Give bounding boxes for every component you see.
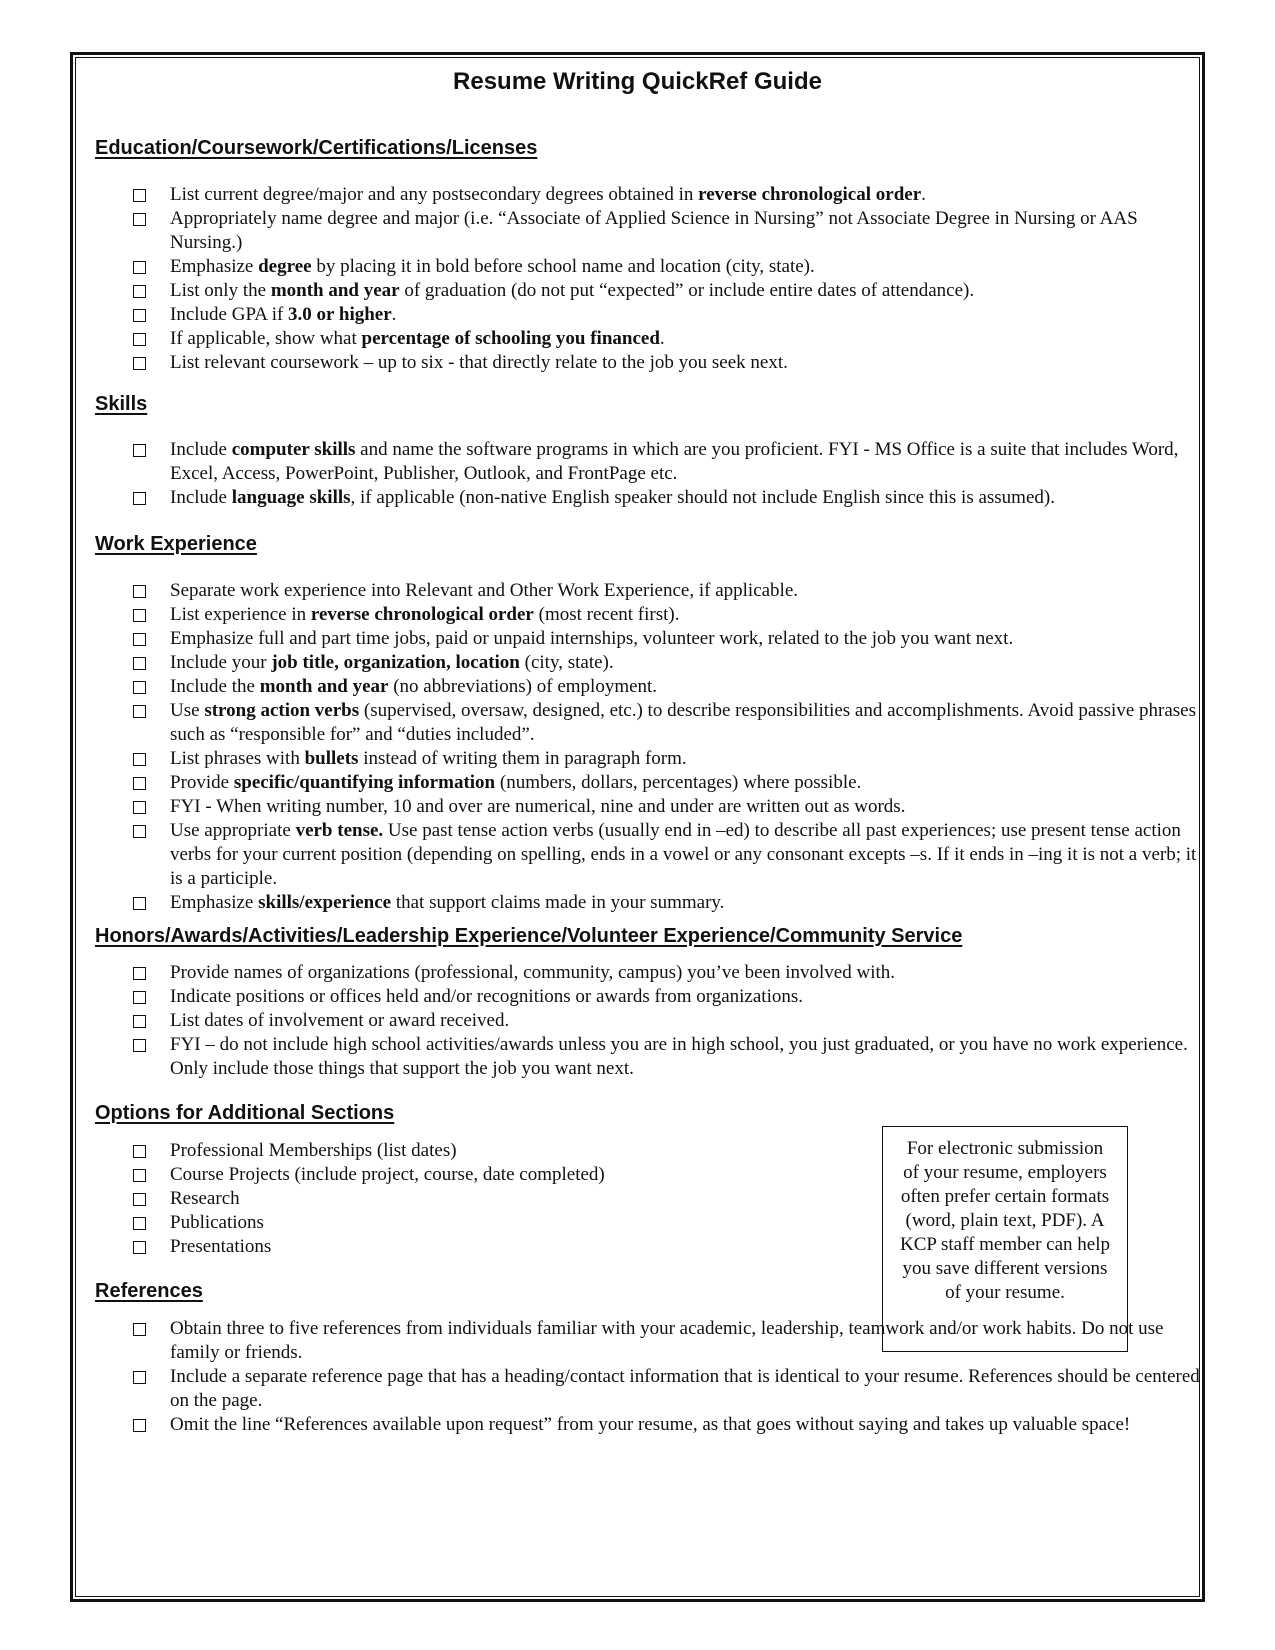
- item-text: Emphasize: [170, 892, 259, 913]
- checklist-item: [95, 303, 1200, 327]
- item-text: Include GPA if: [170, 304, 289, 325]
- item-text: (city, state).: [519, 652, 614, 673]
- education-list: [95, 183, 1200, 375]
- checkbox-icon: [133, 897, 146, 910]
- checklist-item: [95, 747, 1200, 771]
- item-text: List experience in: [170, 604, 311, 625]
- checkbox-icon: [133, 657, 146, 670]
- checklist-item: [95, 1187, 795, 1211]
- checklist-item: [95, 255, 1200, 279]
- checkbox-icon: [133, 991, 146, 1004]
- item-text: Obtain three to five references from individuals familiar with your academic, leadership, teamwork and/or work habits. Do not use family or friends.: [170, 1318, 1164, 1363]
- checkbox-icon: [133, 801, 146, 814]
- bold-text: 3.0 or higher: [288, 304, 392, 325]
- checkbox-icon: [133, 585, 146, 598]
- item-text: FYI - When writing number, 10 and over are numerical, nine and under are written out as words.: [170, 796, 906, 817]
- checkbox-icon: [133, 333, 146, 346]
- checkbox-icon: [133, 825, 146, 838]
- checklist-item: [95, 771, 1200, 795]
- checkbox-icon: [133, 492, 146, 505]
- checkbox-icon: [133, 1039, 146, 1052]
- item-text: Appropriately name degree and major (i.e. “Associate of Applied Science in Nursing” not Associate Degree in Nursing or AAS Nursing.): [170, 208, 1138, 253]
- item-text: (numbers, dollars, percentages) where possible.: [495, 772, 862, 793]
- checklist-item: [95, 795, 1200, 819]
- checkbox-icon: [133, 753, 146, 766]
- item-text: Provide: [170, 772, 234, 793]
- bold-text: month and year: [259, 676, 389, 697]
- checkbox-icon: [133, 1169, 146, 1182]
- item-text: Use: [170, 700, 205, 721]
- item-text: List only the: [170, 280, 271, 301]
- checklist-item: [95, 207, 1200, 255]
- item-text: Publications: [170, 1212, 264, 1233]
- checkbox-icon: [133, 633, 146, 646]
- checklist-item: [95, 1413, 1200, 1437]
- checklist-item: [95, 675, 1200, 699]
- item-text: Include: [170, 487, 232, 508]
- checkbox-icon: [133, 213, 146, 226]
- checkbox-icon: [133, 261, 146, 274]
- item-text: Include the: [170, 676, 260, 697]
- work-experience-list: [95, 579, 1200, 915]
- checklist-item: [95, 1365, 1200, 1413]
- checkbox-icon: [133, 705, 146, 718]
- bold-text: reverse chronological order: [310, 604, 534, 625]
- checklist-item: [95, 1235, 795, 1259]
- item-text: Indicate positions or offices held and/or recognitions or awards from organizations.: [170, 986, 803, 1007]
- bold-text: bullets: [304, 748, 359, 769]
- item-text: .: [921, 184, 926, 205]
- checkbox-icon: [133, 1217, 146, 1230]
- checkbox-icon: [133, 1015, 146, 1028]
- checklist-item: [95, 961, 1200, 985]
- item-text: Emphasize: [170, 256, 259, 277]
- checkbox-icon: [133, 967, 146, 980]
- item-text: .: [659, 328, 665, 349]
- item-text: Separate work experience into Relevant and Other Work Experience, if applicable.: [170, 580, 799, 601]
- checklist-item: [95, 1163, 795, 1187]
- item-text: of graduation (do not put “expected” or include entire dates of attendance).: [399, 280, 975, 301]
- checklist-item: [95, 279, 1200, 303]
- bold-text: language skills: [231, 487, 351, 508]
- bold-text: job title, organization, location: [271, 652, 520, 673]
- checklist-item: [95, 1009, 1200, 1033]
- checkbox-icon: [133, 1145, 146, 1158]
- checkbox-icon: [133, 444, 146, 457]
- item-text: Include your: [170, 652, 272, 673]
- checklist-item: [95, 985, 1200, 1009]
- checkbox-icon: [133, 285, 146, 298]
- bold-text: reverse chronological order: [698, 184, 922, 205]
- bold-text: month and year: [270, 280, 400, 301]
- item-text: and name the software programs in which are you proficient. FYI - MS Office is a suite that includes Word, Excel, Access, PowerPoint, Publisher, Outlook, and FrontPage etc.: [170, 439, 1179, 484]
- item-text: by placing it in bold before school name and location (city, state).: [311, 256, 815, 277]
- checkbox-icon: [133, 1193, 146, 1206]
- checkbox-icon: [133, 1323, 146, 1336]
- checklist-item: [95, 1211, 795, 1235]
- item-text: Emphasize full and part time jobs, paid or unpaid internships, volunteer work, related to the job you want next.: [170, 628, 1014, 649]
- item-text: If applicable, show what: [170, 328, 362, 349]
- item-text: Use past tense action verbs (usually end in –ed) to describe all past experiences; use present tense action verbs for your current position (depending on spelling, ends in a vowel or any consonant excepts –s. If it ends in –ing it is not a verb; it is a participle.: [170, 820, 1197, 889]
- section-heading-education: Education/Coursework/Certifications/Licenses: [95, 137, 538, 159]
- item-text: (no abbreviations) of employment.: [388, 676, 658, 697]
- checklist-item: [95, 438, 1200, 486]
- checkbox-icon: [133, 609, 146, 622]
- checklist-item: [95, 627, 1200, 651]
- item-text: Omit the line “References available upon request” from your resume, as that goes without saying and takes up valuable space!: [170, 1414, 1131, 1435]
- checklist-item: [95, 327, 1200, 351]
- item-text: Include: [170, 439, 232, 460]
- checklist-item: [95, 819, 1200, 891]
- checklist-item: [95, 1033, 1200, 1081]
- section-heading-references: References: [95, 1280, 203, 1302]
- checklist-item: [95, 699, 1200, 747]
- bold-text: verb tense.: [295, 820, 384, 841]
- item-text: .: [391, 304, 397, 325]
- checklist-item: [95, 183, 1200, 207]
- item-text: (supervised, oversaw, designed, etc.) to describe responsibilities and accomplishments. Avoid passive phrases such as “responsible for” and “duties included”.: [170, 700, 1196, 745]
- bold-text: percentage of schooling you financed: [361, 328, 660, 349]
- checklist-item: [95, 1139, 795, 1163]
- checkbox-icon: [133, 309, 146, 322]
- item-text: List current degree/major and any postsecondary degrees obtained in: [170, 184, 699, 205]
- checklist-item: [95, 351, 1200, 375]
- bold-text: degree: [258, 256, 312, 277]
- section-heading-work-experience: Work Experience: [95, 533, 257, 555]
- references-list: [95, 1317, 1200, 1437]
- checkbox-icon: [133, 1419, 146, 1432]
- checklist-item: [95, 1317, 1200, 1365]
- electronic-submission-note: For electronic submission of your resume, employers often prefer certain formats (word, plain text, PDF). A KCP staff member can help you save different versions of your resume.: [882, 1126, 1128, 1352]
- item-text: Include a separate reference page that has a heading/contact information that is identical to your resume. References should be centered on the page.: [170, 1366, 1200, 1411]
- checkbox-icon: [133, 357, 146, 370]
- skills-list: [95, 438, 1200, 510]
- checklist-item: [95, 891, 1200, 915]
- item-text: FYI – do not include high school activities/awards unless you are in high school, you just graduated, or you have no work experience. Only include those things that support the job you want next.: [170, 1034, 1188, 1079]
- checklist-item: [95, 579, 1200, 603]
- item-text: Course Projects (include project, course, date completed): [170, 1164, 605, 1185]
- section-heading-skills: Skills: [95, 393, 148, 415]
- section-heading-honors: Honors/Awards/Activities/Leadership Experience/Volunteer Experience/Community Service: [95, 925, 963, 947]
- bold-text: specific/quantifying information: [233, 772, 496, 793]
- item-text: Presentations: [170, 1236, 272, 1257]
- item-text: (most recent first).: [533, 604, 680, 625]
- checkbox-icon: [133, 1371, 146, 1384]
- checkbox-icon: [133, 1241, 146, 1254]
- additional-options-list: [95, 1139, 795, 1259]
- bold-text: computer skills: [231, 439, 356, 460]
- checkbox-icon: [133, 189, 146, 202]
- bold-text: strong action verbs: [204, 700, 360, 721]
- page-title: Resume Writing QuickRef Guide: [453, 68, 822, 95]
- item-text: List dates of involvement or award received.: [170, 1010, 510, 1031]
- checklist-item: [95, 651, 1200, 675]
- item-text: , if applicable (non-native English speaker should not include English since this is assumed).: [350, 487, 1055, 508]
- item-text: that support claims made in your summary.: [391, 892, 725, 913]
- checkbox-icon: [133, 777, 146, 790]
- honors-list: [95, 961, 1200, 1081]
- item-text: List phrases with: [170, 748, 305, 769]
- section-heading-additional-options: Options for Additional Sections: [95, 1102, 395, 1124]
- item-text: Provide names of organizations (professional, community, campus) you’ve been involved with.: [170, 962, 896, 983]
- checkbox-icon: [133, 681, 146, 694]
- item-text: List relevant coursework – up to six - that directly relate to the job you seek next.: [170, 352, 788, 373]
- bold-text: skills/experience: [258, 892, 392, 913]
- item-text: Use appropriate: [170, 820, 296, 841]
- checklist-item: [95, 486, 1200, 510]
- item-text: Research: [170, 1188, 240, 1209]
- item-text: Professional Memberships (list dates): [170, 1140, 457, 1161]
- checklist-item: [95, 603, 1200, 627]
- item-text: instead of writing them in paragraph form.: [358, 748, 687, 769]
